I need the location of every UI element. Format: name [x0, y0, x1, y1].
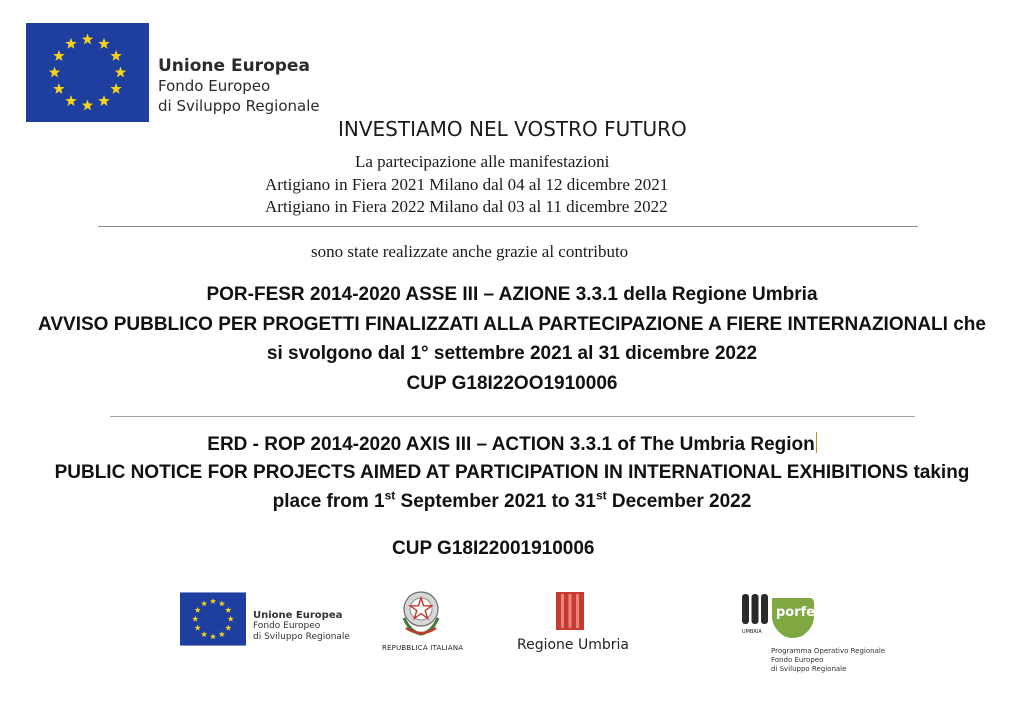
por-text [771, 647, 885, 674]
umbria-ceri-icon [741, 592, 769, 626]
eu-logo-line1: Unione Europea [158, 56, 310, 76]
english-line3 [0, 488, 1024, 513]
english-cup: CUP G18I22001910006 [392, 538, 595, 559]
english-line3-part-b: September 2021 to 31 [395, 491, 596, 512]
italian-line1: POR-FESR 2014-2020 ASSE III – AZIONE 3.3.1 della Regione Umbria [206, 284, 818, 305]
ordinal-sup-2: st [595, 488, 607, 503]
footer-eu-flag-icon [180, 592, 246, 646]
slogan: INVESTIAMO NEL VOSTRO FUTURO [338, 117, 687, 141]
eu-logo-line3: di Sviluppo Regionale [158, 97, 320, 115]
english-line2: PUBLIC NOTICE FOR PROJECTS AIMED AT PARTICIPATION IN INTERNATIONAL EXHIBITIONS taking [54, 462, 970, 483]
eu-logo-text [158, 56, 320, 116]
por-umbria-small: UMBRIA [742, 629, 762, 635]
fair-2021: Artigiano in Fiera 2021 Milano dal 04 al 12 dicembre 2021 [265, 175, 669, 194]
regione-umbria-logo-icon [556, 592, 584, 630]
porfesr-brand: porfesr [776, 605, 830, 620]
divider-top [98, 226, 918, 227]
eu-flag-icon [26, 23, 149, 122]
ordinal-sup-1: st [384, 488, 396, 503]
footer-eu-line1: Unione Europea [253, 610, 343, 621]
por-line2: Fondo Europeo [771, 656, 824, 664]
italian-line2: AVVISO PUBBLICO PER PROGETTI FINALIZZATI ALLA PARTECIPAZIONE A FIERE INTERNAZIONALI che [38, 314, 986, 335]
por-line3: di Sviluppo Regionale [771, 665, 847, 673]
italian-cup: CUP G18I22OO1910006 [406, 373, 618, 394]
italian-republic-emblem-icon [400, 588, 442, 638]
divider-middle [110, 416, 915, 417]
por-line1: Programma Operativo Regionale [771, 647, 886, 655]
regione-umbria-label: Regione Umbria [517, 637, 629, 653]
porfesr-logo-icon [770, 596, 850, 640]
eu-logo-line2: Fondo Europeo [158, 77, 271, 95]
fair-2022: Artigiano in Fiera 2022 Milano dal 03 al 11 dicembre 2022 [265, 197, 668, 216]
text-cursor [816, 432, 817, 453]
footer-eu-line2: Fondo Europeo [253, 621, 321, 631]
english-line3-part-c: December 2022 [606, 491, 752, 512]
contribution-text: sono state realizzate anche grazie al contributo [311, 242, 629, 261]
footer-eu-line3: di Sviluppo Regionale [253, 632, 350, 642]
italian-line3: si svolgono dal 1° settembre 2021 al 31 dicembre 2022 [266, 343, 758, 364]
english-line1 [0, 432, 1024, 456]
english-line1-text: ERD - ROP 2014-2020 AXIS III – ACTION 3.3.1 of The Umbria Region [207, 434, 815, 455]
english-line3-part-a: place from 1 [272, 491, 385, 512]
intro-text: La partecipazione alle manifestazioni [355, 152, 610, 171]
italian-republic-label: REPUBBLICA ITALIANA [382, 644, 464, 652]
footer-eu-text [253, 610, 350, 643]
